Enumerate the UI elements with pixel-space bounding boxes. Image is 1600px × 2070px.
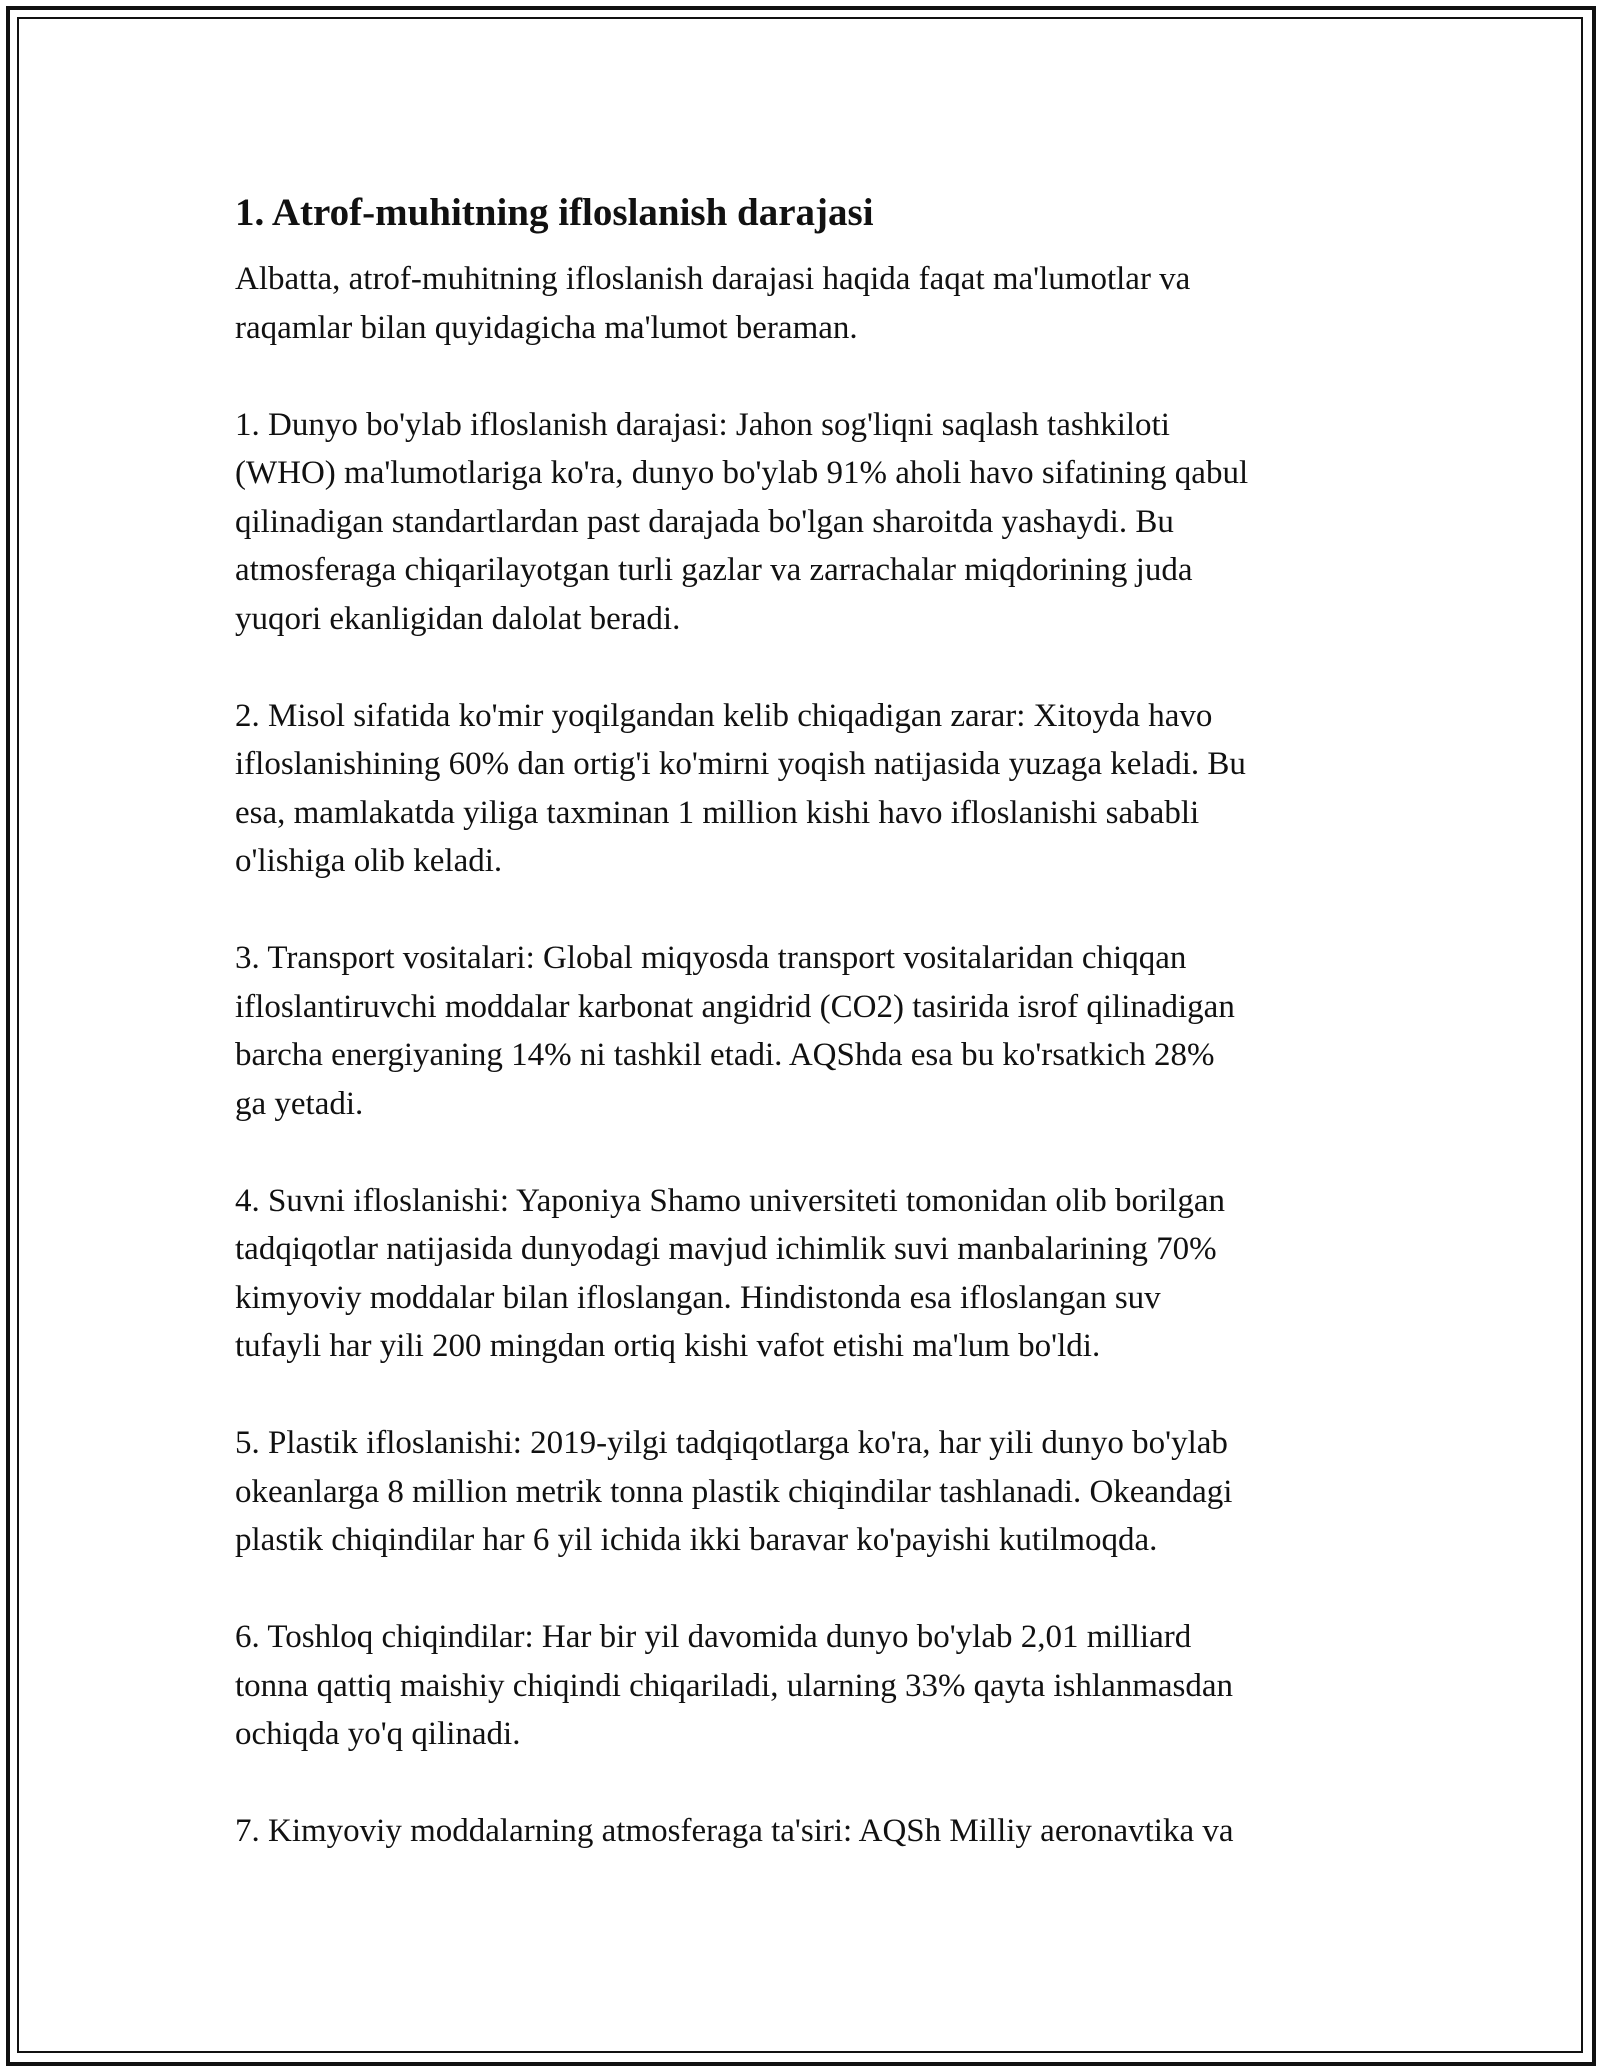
- text-line: ifloslanishining 60% dan ortig'i ko'mirni yoqish natijasida yuzaga keladi. Bu: [235, 746, 1246, 782]
- text-line: Albatta, atrof-muhitning ifloslanish darajasi haqida faqat ma'lumotlar va: [235, 261, 1191, 297]
- document-body: [235, 255, 1385, 1856]
- text-line: tonna qattiq maishiy chiqindi chiqariladi, ularning 33% qayta ishlanmasdan: [235, 1667, 1234, 1704]
- text-line: (WHO) ma'lumotlariga ko'ra, dunyo bo'ylab 91% aholi havo sifatining qabul: [235, 455, 1249, 491]
- paragraph: [235, 934, 1385, 1128]
- text-line: 6. Toshloq chiqindilar: Har bir yil davomida dunyo bo'ylab 2,01 milliard: [235, 1619, 1192, 1655]
- text-line: plastik chiqindilar har 6 yil ichida ikki baravar ko'payishi kutilmoqda.: [235, 1522, 1158, 1558]
- text-line: o'lishiga olib keladi.: [235, 843, 503, 879]
- paragraph: [235, 401, 1385, 644]
- document-title: 1. Atrof-muhitning ifloslanish darajasi: [235, 191, 874, 234]
- paragraph: [235, 692, 1385, 886]
- paragraph: [235, 1419, 1385, 1565]
- text-line: ga yetadi.: [235, 1085, 364, 1122]
- text-line: qilinadigan standartlardan past darajada bo'lgan sharoitda yashaydi. Bu: [235, 503, 1174, 540]
- text-line: esa, mamlakatda yiliga taxminan 1 million kishi havo ifloslanishi sababli: [235, 794, 1200, 831]
- text-line: raqamlar bilan quyidagicha ma'lumot beraman.: [235, 309, 858, 346]
- text-line: 7. Kimyoviy moddalarning atmosferaga ta'siri: AQSh Milliy aeronavtika va: [235, 1813, 1234, 1849]
- text-line: yuqori ekanligidan dalolat beradi.: [235, 600, 681, 637]
- text-line: 4. Suvni ifloslanishi: Yaponiya Shamo universiteti tomonidan olib borilgan: [235, 1182, 1225, 1219]
- text-line: tufayli har yili 200 mingdan ortiq kishi vafot etishi ma'lum bo'ldi.: [235, 1328, 1101, 1364]
- text-line: 1. Dunyo bo'ylab ifloslanish darajasi: Jahon sog'liqni saqlash tashkiloti: [235, 406, 1170, 443]
- paragraph: [235, 1807, 1385, 1856]
- text-line: kimyoviy moddalar bilan ifloslangan. Hindistonda esa ifloslangan suv: [235, 1279, 1161, 1316]
- text-line: barcha energiyaning 14% ni tashkil etadi. AQShda esa bu ko'rsatkich 28%: [235, 1037, 1215, 1073]
- document-page: [235, 185, 1385, 1904]
- text-line: ochiqda yo'q qilinadi.: [235, 1716, 521, 1752]
- text-line: ifloslantiruvchi moddalar karbonat angidrid (CO2) tasirida isrof qilinadigan: [235, 988, 1235, 1025]
- paragraph: [235, 255, 1385, 352]
- text-line: atmosferaga chiqarilayotgan turli gazlar va zarrachalar miqdorining juda: [235, 552, 1193, 588]
- paragraph: [235, 1613, 1385, 1759]
- text-line: okeanlarga 8 million metrik tonna plastik chiqindilar tashlanadi. Okeandagi: [235, 1473, 1233, 1510]
- text-line: 5. Plastik ifloslanishi: 2019-yilgi tadqiqotlarga ko'ra, har yili dunyo bo'ylab: [235, 1425, 1228, 1461]
- text-line: tadqiqotlar natijasida dunyodagi mavjud ichimlik suvi manbalarining 70%: [235, 1231, 1217, 1267]
- text-line: 2. Misol sifatida ko'mir yoqilgandan kelib chiqadigan zarar: Xitoyda havo: [235, 697, 1213, 734]
- paragraph: [235, 1177, 1385, 1371]
- text-line: 3. Transport vositalari: Global miqyosda transport vositalaridan chiqqan: [235, 940, 1187, 976]
